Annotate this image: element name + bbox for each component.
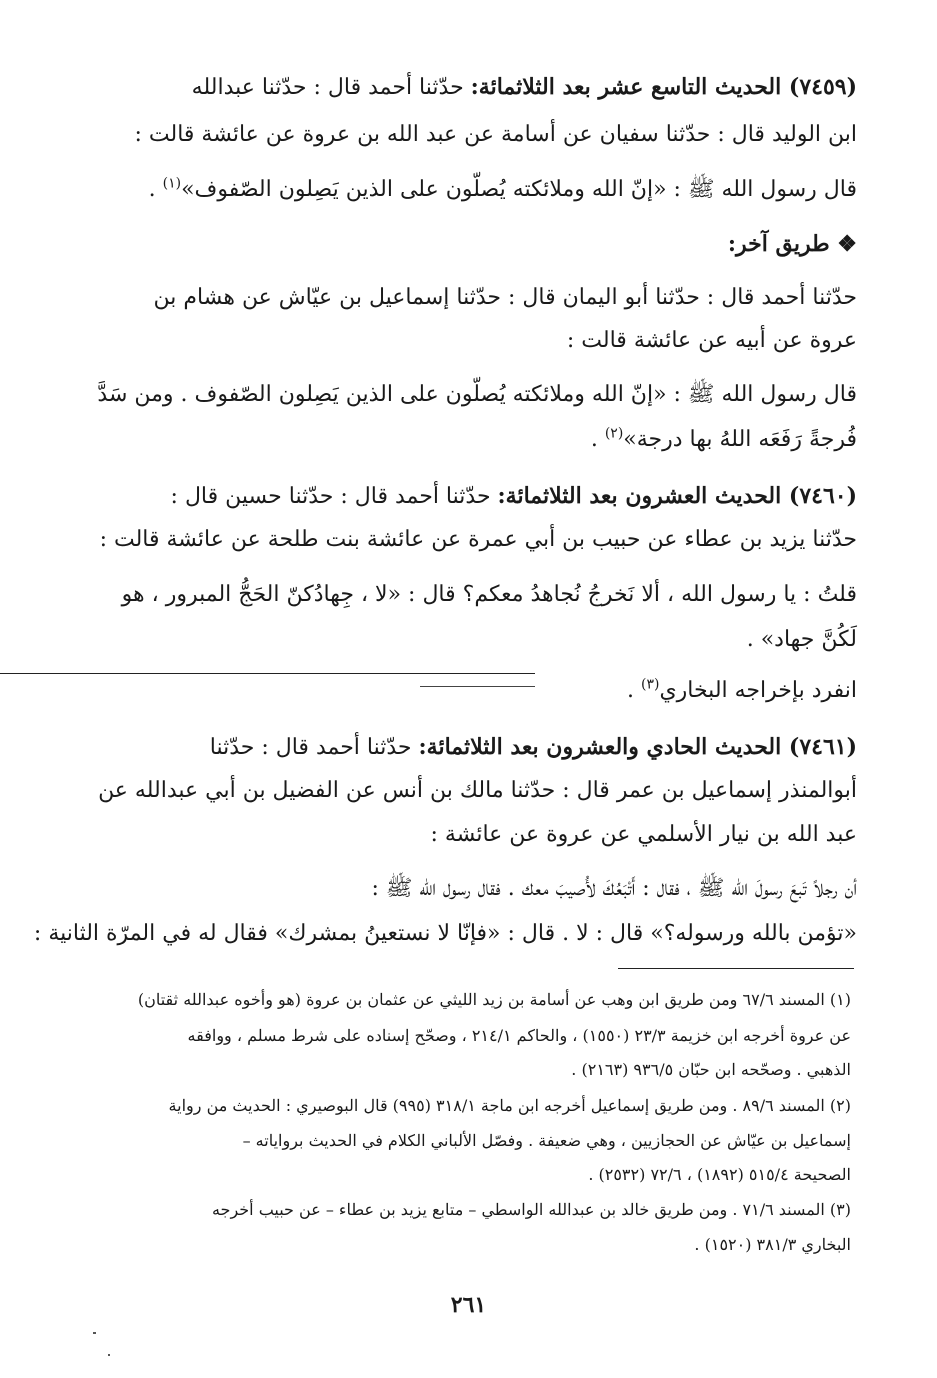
line-text: أبوالمنذر إسماعيل بن عمر قال : حدّثنا مالك بن أنس عن الفضيل بن أبي عبدالله عن <box>98 778 857 803</box>
takhrij-line <box>627 676 857 706</box>
footnote-line <box>571 1058 851 1082</box>
line-text: قلتُ : يا رسول الله ، ألا نَخرجُ نُجاهدُ معكم؟ قال : «لا ، جِهادُكنّ الحَجُّ المبرور ، هو <box>121 582 857 607</box>
line-text: حدّثنا أحمد قال : حدّثنا <box>209 735 419 760</box>
footnote-marker: (١) <box>162 175 182 192</box>
isnad-line <box>567 326 857 356</box>
line-text: لَكُنَّ جهاد» . <box>746 627 857 652</box>
footnote-separator <box>618 968 854 969</box>
footnote-line <box>188 1024 851 1048</box>
horizontal-rule-tail <box>420 686 535 687</box>
line-text: حدّثنا يزيد بن عطاء عن حبيب بن أبي عمرة عن عائشة بنت طلحة عن عائشة قالت : <box>99 527 857 552</box>
hadith-7461-heading-line <box>210 732 857 763</box>
footnote-text: (٣) المسند ٧١/٦ . ومن طريق خالد بن عبدالله الواسطي – متابع يزيد بن عطاء – عن حبيب أخرجه <box>211 1200 851 1219</box>
alt-route-heading <box>728 229 857 260</box>
matn-line <box>747 625 857 655</box>
line-text: عبد الله بن نيار الأسلمي عن عروة عن عائشة : <box>430 822 857 847</box>
footnote-line <box>212 1198 851 1222</box>
footnote-text: (١) المسند ٦٧/٦ ومن طريق ابن وهب عن أسامة بن زيد الليثي عن عثمان بن عروة (هو وأخوه عبدالله ثقتان) <box>137 990 851 1009</box>
line-tail: . <box>148 177 163 202</box>
footnote-text: عن عروة أخرجه ابن خزيمة ٢٣/٣ (١٥٥٠) ، والحاكم ٢١٤/١ ، وصحّح إسناده على شرط مسلم ، ووافقه <box>187 1026 851 1045</box>
matn-line <box>149 175 857 205</box>
route-heading: ❖ طريق آخر: <box>727 231 857 257</box>
matn-line <box>122 580 857 610</box>
line-text: عروة عن أبيه عن عائشة قالت : <box>566 328 857 353</box>
footnote-marker: (٢) <box>604 425 624 442</box>
footnote-text: الذهبي . وصحّحه ابن حبّان ٩٣٦/٥ (٢١٦٣) . <box>571 1060 851 1079</box>
line-text: أن رجلاً تَبعَ رسولَ الله ﷺ ، فقال : أَتْبَعُكَ لأُصيبَ معك . فقال رسول الله ﷺ : <box>371 876 857 901</box>
footnote-text: الصحيحة ٥١٥/٤ (١٨٩٢) ، ٧٢/٦ (٢٥٣٢) . <box>588 1165 851 1184</box>
hadith-7460-heading-line <box>171 481 857 512</box>
line-text: حدّثنا أحمد قال : حدّثنا عبدالله <box>191 75 471 100</box>
footnote-line <box>169 1094 851 1118</box>
hadith-heading: (٧٤٥٩) الحديث التاسع عشر بعد الثلاثمائة: <box>470 74 857 100</box>
line-text: قال رسول الله ﷺ : «إنّ الله وملائكته يُصلّون على الذين يَصِلون الصّفوف . ومن سَدَّ <box>97 382 857 407</box>
hadith-7459-heading-line <box>192 72 857 103</box>
hadith-heading: (٧٤٦١) الحديث الحادي والعشرون بعد الثلاثمائة: <box>418 734 857 760</box>
matn-line <box>591 425 857 455</box>
isnad-line <box>431 820 858 850</box>
hadith-heading: (٧٤٦٠) الحديث العشرون بعد الثلاثمائة: <box>497 483 857 509</box>
matn-line <box>34 919 857 949</box>
horizontal-rule <box>0 673 535 674</box>
footnote-text: (٢) المسند ٨٩/٦ . ومن طريق إسماعيل أخرجه ابن ماجة ٣١٨/١ (٩٩٥) قال البوصيري : الحديث من رواية <box>168 1096 851 1115</box>
footnote-line <box>588 1163 851 1187</box>
footnote-line <box>243 1129 851 1153</box>
footnote-text: إسماعيل بن عيّاش عن الحجازيين ، وهي ضعيفة . وفصّل الألباني الكلام في الحديث برواياته – <box>242 1131 851 1150</box>
footnote-line <box>138 988 851 1012</box>
footnote-line <box>694 1233 851 1257</box>
footnote-text: البخاري ٣٨١/٣ (١٥٢٠) . <box>694 1235 851 1254</box>
isnad-line <box>98 776 857 806</box>
line-text: ابن الوليد قال : حدّثنا سفيان عن أسامة عن عبد الله بن عروة عن عائشة قالت : <box>134 122 857 147</box>
matn-line <box>97 380 857 410</box>
isnad-line <box>135 120 858 150</box>
page-number: ٢٦١ <box>450 1292 487 1318</box>
line-text: قال رسول الله ﷺ : «إنّ الله وملائكته يُصلّون على الذين يَصِلون الصّفوف» <box>181 177 857 202</box>
line-text: «تؤمن بالله ورسوله؟» قال : لا . قال : «فإنّا لا نستعينُ بمشرك» فقال له في المرّة الثانية : <box>33 921 857 946</box>
isnad-line <box>154 283 857 313</box>
line-text: انفرد بإخراجه البخاري <box>659 678 857 703</box>
line-text: فُرجةً رَفَعَه اللهُ بها درجة» <box>623 427 857 452</box>
scan-speck <box>108 1354 110 1356</box>
line-tail: . <box>626 678 641 703</box>
scan-speck <box>93 1332 96 1334</box>
line-text: حدّثنا أحمد قال : حدّثنا أبو اليمان قال : حدّثنا إسماعيل بن عيّاش عن هشام بن <box>153 285 857 310</box>
footnote-marker: (٣) <box>640 676 660 693</box>
line-text: حدّثنا أحمد قال : حدّثنا حسين قال : <box>170 484 498 509</box>
line-tail: . <box>590 427 605 452</box>
isnad-line <box>100 525 857 555</box>
matn-line <box>371 874 857 904</box>
